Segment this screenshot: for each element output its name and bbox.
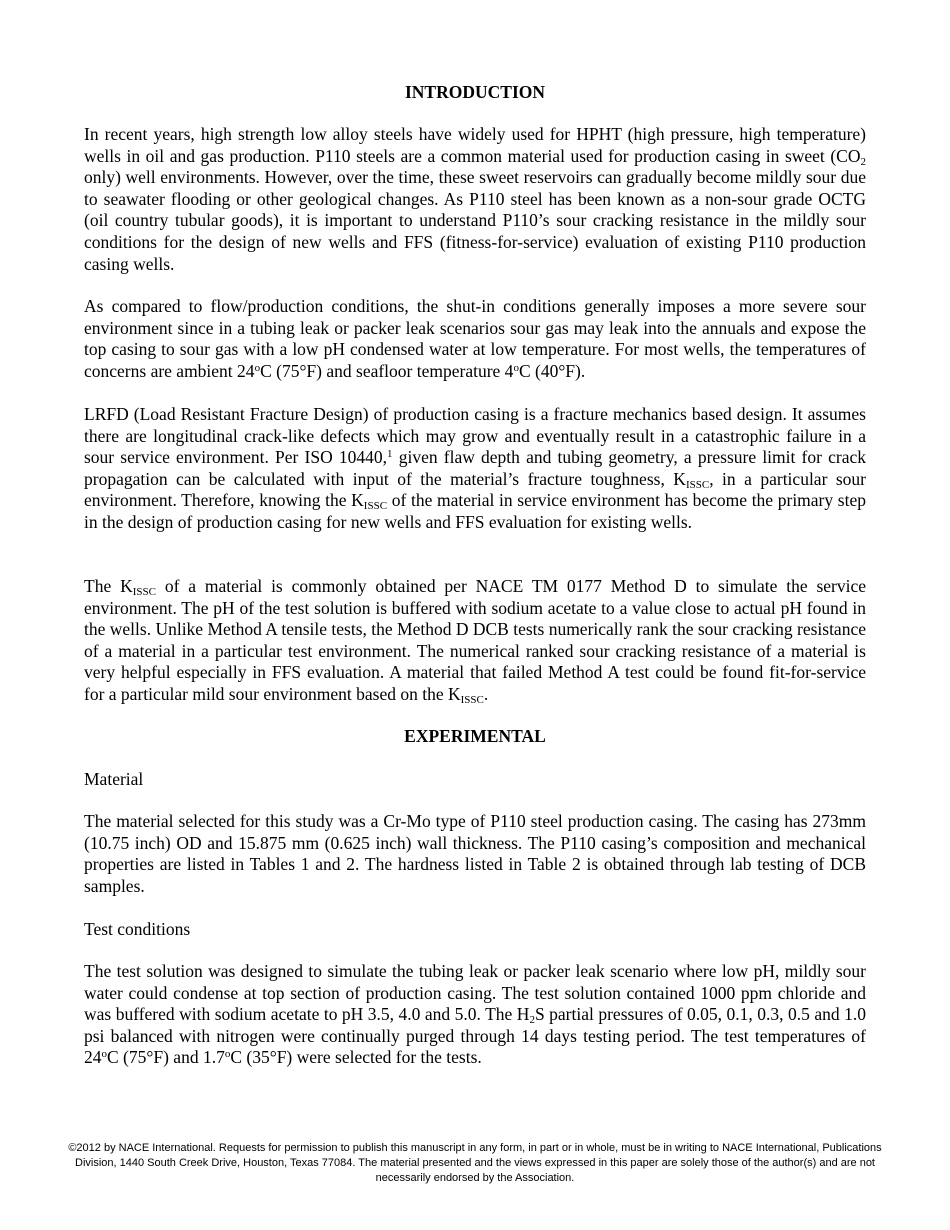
intro-paragraph-3: [84, 404, 866, 534]
text-run: The test solution was designed to simulate the tubing leak or packer leak scenario where low pH, mildly sour water could condense at top section of production casing. The test solution contained 1000 ppm chloride and was buffered with sodium acetate to pH 3.5, 4.0 and 5.0. The H: [84, 961, 866, 1025]
test-conditions-subheading: Test conditions: [84, 919, 191, 939]
superscript: o: [101, 1048, 107, 1061]
text-run: LRFD (Load Resistant Fracture Design) of production casing is a fracture mechanics based design. It assumes there are longitudinal crack-like defects which may grow and eventually result in a catastrophic failure in a sour service environment. Per ISO 10440,: [84, 404, 866, 468]
intro-paragraph-2: [84, 296, 866, 382]
intro-paragraph-4: [84, 576, 866, 706]
text-run: of a material is commonly obtained per NACE TM 0177 Method D to simulate the service environment. The pH of the test solution is buffered with sodium acetate to a value close to actual pH found in the wells. Unlike Method A tensile tests, the Method D DCB tests numerically rank the sour cracking resistance of a material in a particular test environment. The numerical ranked sour cracking resistance of a material is very helpful especially in FFS evaluation. A material that failed Method A test could be found fit-for-service for a particular mild sour environment based on the K: [84, 576, 866, 704]
text-run: The K: [84, 576, 133, 596]
text-run: only) well environments. However, over the time, these sweet reservoirs can gradually become mildly sour due to seawater flooding or other geological changes. As P110 steel has been known as a non-sour grade OCTG (oil country tubular goods), it is important to understand P110’s sour cracking resistance in the mildly sour conditions for the design of new wells and FFS (fitness-for-service) evaluation of existing P110 production casing wells.: [84, 167, 866, 274]
text-run: , in a particular sour environment. Therefore, knowing the K: [84, 468, 867, 511]
text-run: given flaw depth and tubing geometry, a pressure limit for crack propagation can be calculated with input of the material’s fracture toughness, K: [84, 447, 867, 489]
text-run: .: [483, 683, 489, 704]
experimental-heading: EXPERIMENTAL: [404, 726, 546, 746]
text-run: of the material in service environment has become the primary step in the design of production casing for new wells and FFS evaluation for existing wells.: [84, 490, 866, 532]
subscript: ISSC: [132, 586, 156, 598]
intro-paragraph-1: [84, 124, 866, 275]
superscript: o: [513, 361, 519, 374]
text-run: S partial pressures of 0.05, 0.1, 0.3, 0.5 and 1.0 psi balanced with nitrogen were continually purged through 14 days testing period. The test temperatures of 24: [84, 1004, 866, 1068]
material-subheading: Material: [84, 769, 144, 789]
introduction-heading: INTRODUCTION: [404, 82, 546, 102]
text-run: C (40°F).: [518, 360, 586, 381]
subscript: 2: [529, 1014, 535, 1027]
text-run: C (35°F) were selected for the tests.: [230, 1047, 482, 1068]
superscript: o: [224, 1048, 231, 1061]
footnote-reference: 1: [387, 448, 393, 461]
test-conditions-paragraph: [84, 961, 866, 1069]
subscript: ISSC: [685, 478, 710, 491]
text-run: In recent years, high strength low alloy steels have widely used for HPHT (high pressure, high temperature) wells in oil and gas production. P110 steels are a common material used for production casing in sweet (CO: [84, 124, 866, 166]
subscript: ISSC: [460, 693, 484, 706]
material-paragraph: The material selected for this study was a Cr-Mo type of P110 steel production casing. The casing has 273mm (10.75 inch) OD and 15.875 mm (0.625 inch) wall thickness. The P110 casing’s composition and mechanical properties are listed in Tables 1 and 2. The hardness listed in Table 2 is obtained through lab testing of DCB samples.: [84, 811, 866, 896]
copyright-footer: ©2012 by NACE International. Requests for permission to publish this manuscript in any form, in part or in whole, must be in writing to NACE International, Publications Division, 1440 South Creek Drive, Houston, Texas 77084. The material presented and the views expressed in this paper are solely those of the author(s) and are not necessarily endorsed by the Association.: [68, 1142, 882, 1184]
subscript: ISSC: [363, 500, 388, 513]
text-run: C (75°F) and seafloor temperature 4: [260, 360, 514, 381]
text-run: As compared to flow/production conditions, the shut-in conditions generally imposes a more severe sour environment since in a tubing leak or packer leak scenarios sour gas may leak into the annuals and expose the top casing to sour gas with a low pH condensed water at low temperature. For most wells, the temperatures of concerns are ambient 24: [84, 296, 866, 381]
superscript: o: [254, 361, 261, 374]
subscript: 2: [860, 155, 866, 168]
text-run: C (75°F) and 1.7: [107, 1047, 225, 1068]
